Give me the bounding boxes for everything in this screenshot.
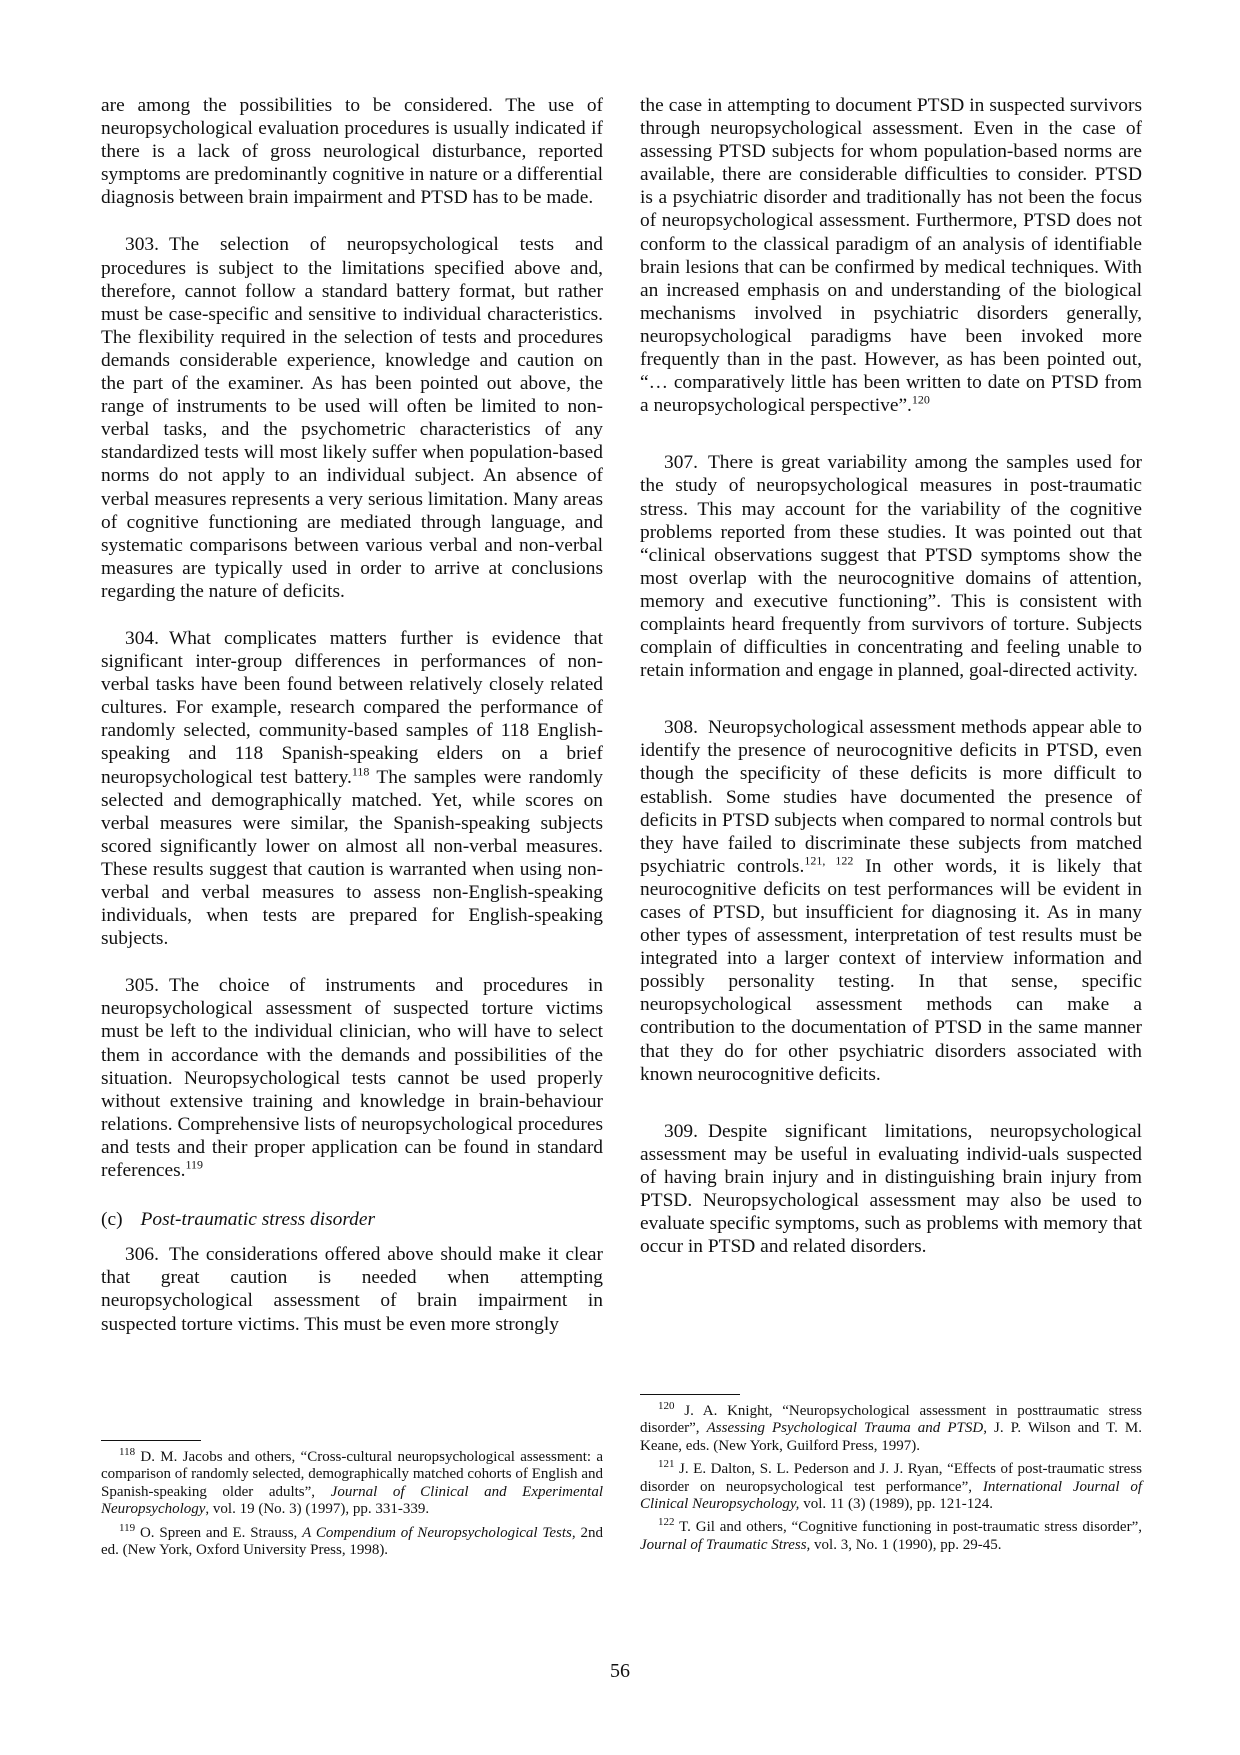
paragraph-text: The selection of neuropsychological tests and procedures is subject to the limitations specified above and, therefore, cannot follow a standard battery format, but rather must be case-specific and sensitive to individual characteristics. The flexibility required in the selection of tests and procedures demands considerable experience, knowledge and caution on the part of the examiner. As has been pointed out above, the range of instruments to be used will often be limited to non-verbal tasks, and the psychometric characteristics of any standardized tests will most likely suffer when population-based norms do not apply to an individual subject. An absence of verbal measures represents a very serious limitation. Many areas of cognitive functioning are mediated through language, and systematic comparisons between various verbal and non-verbal measures are typically used in order to arrive at conclusions regarding the nature of deficits. [101,234,603,602]
paragraph-number: 304. [125,627,159,649]
paragraph-308 [640,716,1142,1086]
footnote-text: J. E. Dalton, S. L. Pederson and J. J. Ryan, “Effects of post-traumatic stress disorder on neuropsychological test performance”, [640,1461,1143,1495]
footnote-text: O. Spreen and E. Strauss, [139,1524,303,1541]
paragraph-text: The considerations offered above should make it clear that great caution is needed when attempting neuropsychological assessment of brain impairment in suspected torture victims. This must be even more strongly [101,1244,603,1335]
paragraph-number: 308. [664,717,698,739]
footnote-ref-119: 119 [185,1157,204,1172]
paragraph-number: 307. [664,452,698,474]
footnote-121 [640,1458,1143,1513]
paragraph-text: Despite significant limitations, neuropsychological assessment may be useful in evaluating individ-uals suspected of having brain injury and in distinguishing brain injury from PTSD. Neuropsychological assessment may also be used to evaluate specific symptoms, such as problems with memory that occur in PTSD and related disorders. [640,1120,1142,1258]
footnote-text: T. Gil and others, “Cognitive functioning in post-traumatic stress disorder”, [679,1519,1142,1536]
footnote-text: 2nd ed. (New York, Oxford University Press, 1998). [101,1524,604,1559]
footnote-118 [101,1446,603,1519]
paragraph-306-continued [640,94,1142,417]
footnote-rule [640,1394,740,1395]
paragraph-number: 309. [664,1120,698,1142]
footnote-rule [101,1440,201,1441]
footnote-number: 120 [658,1400,675,1412]
footnote-text: , J. P. Wilson and T. M. Keane, eds. (New York, Guilford Press, 1997). [640,1420,1143,1454]
paragraph-306 [101,1243,603,1335]
paragraph-number: 305. [125,975,159,997]
footnotes-right [640,1394,1142,1560]
footnote-journal: A Compendium of Neuropsychological Tests, [302,1524,576,1541]
left-column [101,94,603,1360]
paragraph-309 [640,1120,1142,1259]
paragraph-text: There is great variability among the samples used for the study of neuropsychological measures in post-traumatic stress. This may account for the variability of the cognitive problems reported from these studies. It was pointed out that “clinical observations suggest that PTSD symptoms show the most overlap with the neurocognitive domains of attention, memory and executive functioning”. This is consistent with complaints heard frequently from survivors of torture. Subjects complain of difficulties in concentrating and feeling unable to retain information and engage in planned, goal-directed activity. [640,452,1142,682]
paragraph-304 [101,627,603,950]
section-heading [101,1208,603,1231]
paragraph-text: Neuropsychological assessment methods appear able to identify the presence of neurocognitive deficits in PTSD, even though the specificity of these deficits is more difficult to establish. Some studies have documented the presence of deficits in PTSD subjects when compared to normal controls but they have failed to discriminate these subjects from matched psychiatric controls. [640,717,1142,877]
footnote-number: 122 [658,1516,675,1529]
paragraph-305 [101,974,603,1182]
footnote-ref-118: 118 [351,764,370,779]
footnote-text: vol. 3, No. 1 (1990), pp. 29-45. [810,1536,1002,1553]
footnote-journal: International Journal of Clinical Neuropsychology, [640,1478,1142,1513]
section-letter: (c) [101,1209,123,1231]
paragraph-text: The samples were randomly selected and demographically matched. Yet, while scores on verbal measures were similar, the Spanish-speaking subjects scored significantly lower on almost all non-verbal measures. These results suggest that caution is warranted when using non-verbal and verbal measures to assess non-English-speaking individuals, when tests are prepared for English-speaking subjects. [101,766,603,950]
footnote-text: vol. 11 (3) (1989), pp. 121-124. [799,1496,994,1513]
footnote-text: D. M. Jacobs and others, “Cross-cultural neuropsychological assessment: a comparison of randomly selected, demographically matched cohorts of English and Spanish-speaking older adults”, [101,1449,603,1500]
footnote-120 [640,1400,1143,1455]
footnote-text: , vol. 19 (No. 3) (1997), pp. 331-339. [205,1501,430,1518]
page-number: 56 [610,1660,630,1682]
paragraph-number: 306. [125,1244,159,1266]
paragraph-303 [101,233,603,603]
paragraph-number: 303. [125,234,159,256]
footnotes-left [101,1440,603,1565]
footnote-119 [101,1521,604,1560]
footnote-journal: Assessing Psychological Trauma and PTSD [706,1420,984,1437]
section-title: Post-traumatic stress disorder [140,1209,376,1231]
paragraph-text: the case in attempting to document PTSD in suspected survivors through neuropsychological assessment. Even in the case of assessing PTSD subjects for whom population-based norms are available, there are considerable difficulties to consider. PTSD is a psychiatric disorder and traditionally has not been the focus of neuropsychological assessment. Furthermore, PTSD does not conform to the classical paradigm of an analysis of identifiable brain lesions that can be confirmed by medical techniques. With an increased emphasis on and understanding of the biological mechanisms involved in psychiatric disorders generally, neuropsychological paradigms have been invoked more frequently than in the past. However, as has been pointed out, “… comparatively little has been written to date on PTSD from a neuropsychological perspective”. [640,95,1142,417]
footnote-journal: Journal of Traumatic Stress, [640,1536,811,1553]
footnote-number: 121 [658,1458,675,1471]
footnote-ref-120: 120 [911,392,930,407]
footnote-ref-121-122: 121, 122 [804,853,854,868]
right-column [640,94,1142,1282]
footnote-text: J. A. Knight, “Neuropsychological assessment in posttraumatic stress disorder”, [640,1403,1142,1437]
footnote-122 [640,1516,1142,1554]
paragraph-continued: are among the possibilities to be considered. The use of neuropsychological evaluation procedures is usually indicated if there is a lack of gross neurological disturbance, reported symptoms are predominantly cognitive in nature or a differential diagnosis between brain impairment and PTSD has to be made. [101,95,603,209]
paragraph-307 [640,451,1142,682]
paragraph-text: The choice of instruments and procedures in neuropsychological assessment of suspected torture victims must be left to the individual clinician, who will have to select them in accordance with the demands and possibilities of the situation. Neuropsychological tests cannot be used properly without extensive training and knowledge in brain-behaviour relations. Comprehensive lists of neuropsychological procedures and tests and their proper application can be found in standard references. [101,975,603,1182]
footnote-journal: Journal of Clinical and Experimental Neuropsychology [101,1483,603,1518]
paragraph-text: In other words, it is likely that neurocognitive deficits on test performances will be evident in cases of PTSD, but insufficient for diagnosing it. As in many other types of assessment, interpretation of test results must be integrated into a larger context of interview information and possibly personality testing. In that sense, specific neuropsychological assessment methods can make a contribution to the documentation of PTSD in the same manner that they do for other psychiatric disorders associated with known neurocognitive deficits. [640,855,1142,1085]
footnote-number: 118 [119,1446,136,1458]
footnote-number: 119 [119,1521,136,1534]
paragraph-text: What complicates matters further is evidence that significant inter-group differences in performances of non-verbal tasks have been found between relatively closely related cultures. For example, research compared the performance of randomly selected, community-based samples of 118 English-speaking and 118 Spanish-speaking elders on a brief neuropsychological test battery. [101,627,603,788]
